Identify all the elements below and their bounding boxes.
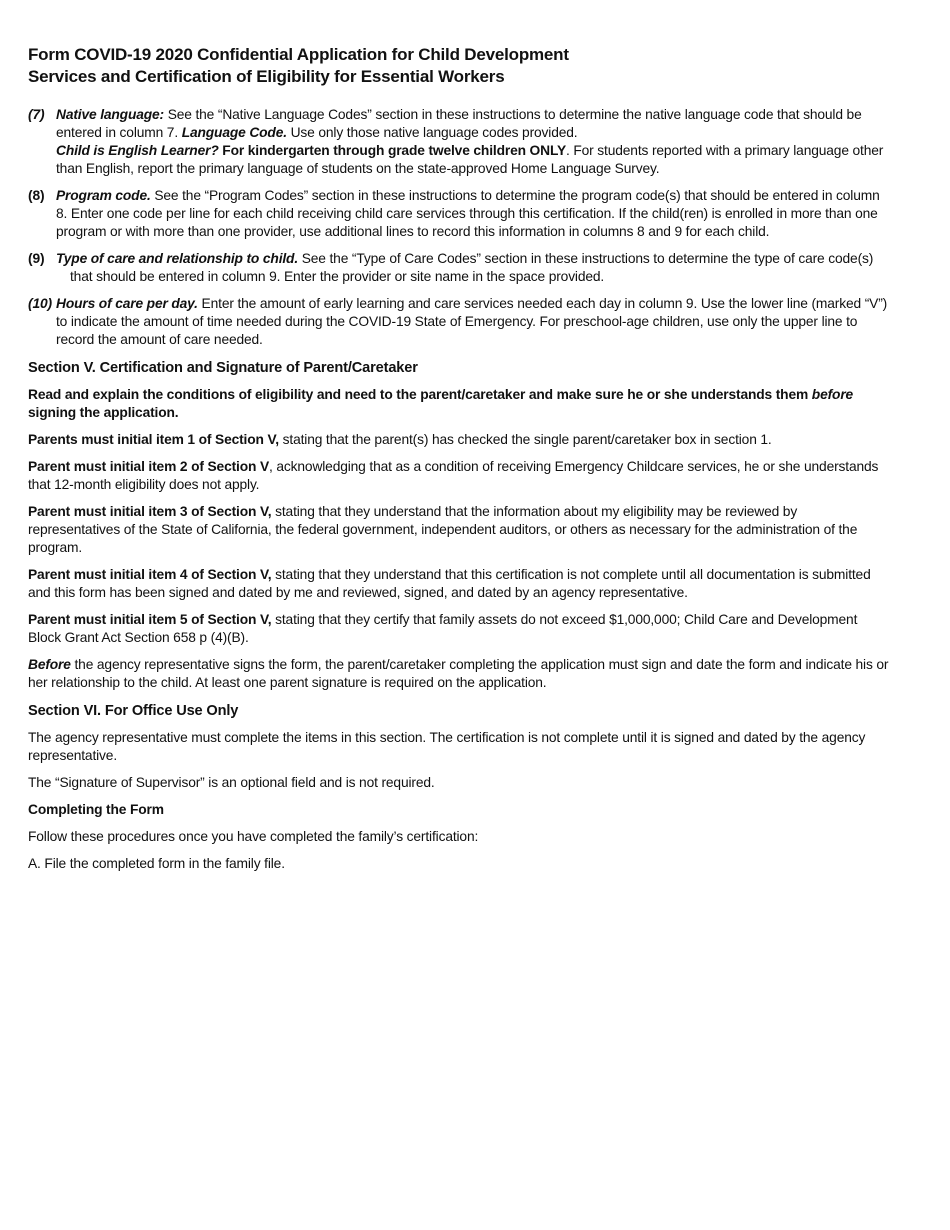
- item-body: [56, 250, 890, 286]
- item-text-2: Use only those native language codes provided.: [286, 125, 578, 140]
- item-number: (8): [28, 188, 45, 203]
- paragraph-lead: Before: [28, 657, 71, 672]
- item-text: See the “Native Language Codes” section in these instructions to determine the native language code that should be entered in column 7.: [56, 107, 862, 140]
- intro-text-b: before: [811, 387, 854, 402]
- section-vi-paragraph-4: A. File the completed form in the family file.: [28, 856, 285, 871]
- intro-text-c: signing the application.: [28, 405, 179, 420]
- page-title: [28, 44, 890, 88]
- paragraph-text: , acknowledging that as a condition of receiving Emergency Childcare services, he or she understands that 12-month eligibility does not apply.: [28, 459, 879, 492]
- item-label: Hours of care per day.: [56, 296, 198, 311]
- document-page: [28, 44, 890, 882]
- section-v-paragraph-4: [28, 566, 890, 602]
- item-sub-bold: For kindergarten through grade twelve children ONLY: [218, 143, 567, 158]
- item-sub-label: Child is English Learner?: [56, 143, 219, 158]
- item-number: (7): [28, 107, 45, 122]
- section-vi-heading: Section VI. For Office Use Only: [28, 703, 239, 719]
- item-sub-text: . For students reported with a primary language other than English, report the primary language of students on the state-approved Home Language Survey.: [56, 143, 884, 176]
- item-body: [56, 187, 890, 241]
- item-text: See the “Program Codes” section in these instructions to determine the program code(s) that should be entered in column 8. Enter one code per line for each child receiving child care services through this certification. If the child(ren) is enrolled in more than one program or with more than one provider, use additional lines to record this information in columns 8 and 9 for each child.: [56, 188, 880, 239]
- item-label-2: Language Code.: [181, 125, 287, 140]
- item-text: Enter the amount of early learning and care services needed each day in column 9. Use the lower line (marked “V”) to indicate the amount of time needed during the COVID-19 State of Emergency. For preschool-age children, use only the upper line to record the amount of care needed.: [56, 296, 888, 347]
- paragraph-lead: Parent must initial item 3 of Section V,: [28, 504, 272, 519]
- paragraph-text: stating that they certify that family assets do not exceed $1,000,000; Child Care and Development Block Grant Act Section 658 p (4)(B).: [28, 612, 858, 645]
- section-v-paragraph-3: [28, 503, 890, 557]
- instruction-item-10: [28, 295, 890, 349]
- paragraph-lead: Parents must initial item 1 of Section V,: [28, 432, 279, 447]
- section-v-paragraph-2: [28, 458, 890, 494]
- item-label: Native language:: [56, 107, 165, 122]
- paragraph-lead: Parent must initial item 5 of Section V,: [28, 612, 272, 627]
- item-number: (10): [28, 296, 52, 311]
- item-label: Program code.: [56, 188, 151, 203]
- section-vi-paragraph-3: Follow these procedures once you have completed the family’s certification:: [28, 829, 479, 844]
- item-sub-body: [56, 142, 890, 178]
- title-line-2: Services and Certification of Eligibility for Essential Workers: [28, 67, 505, 86]
- section-vi-paragraph-2: The “Signature of Supervisor” is an optional field and is not required.: [28, 775, 435, 790]
- paragraph-lead: Parent must initial item 2 of Section V: [28, 459, 270, 474]
- paragraph-text: stating that they understand that this certification is not complete until all documentation is submitted and this form has been signed and dated by me and reviewed, signed, and dated by an agency representative.: [28, 567, 871, 600]
- item-number: (9): [28, 251, 45, 266]
- section-v-heading: Section V. Certification and Signature of Parent/Caretaker: [28, 360, 418, 376]
- section-v-intro: [28, 386, 890, 422]
- section-v-paragraph-1: [28, 431, 890, 449]
- title-line-1: Form COVID-19 2020 Confidential Application for Child Development: [28, 45, 569, 64]
- instruction-item-8: [28, 187, 890, 241]
- item-body: [56, 295, 890, 349]
- item-body: [56, 106, 890, 142]
- intro-text-a: Read and explain the conditions of eligibility and need to the parent/caretaker and make sure he or she understands them: [28, 387, 812, 402]
- section-vi-paragraph-1: The agency representative must complete the items in this section. The certification is not complete until it is signed and dated by the agency representative.: [28, 730, 866, 763]
- completing-form-subheading: Completing the Form: [28, 802, 164, 817]
- instruction-item-7: [28, 106, 890, 178]
- item-label: Type of care and relationship to child.: [56, 251, 299, 266]
- paragraph-text: the agency representative signs the form, the parent/caretaker completing the application must sign and date the form and indicate his or her relationship to the child. At least one parent signature is required on the application.: [28, 657, 889, 690]
- item-text: See the “Type of Care Codes” section in these instructions to determine the type of care code(s) that should be entered in column 9. Enter the provider or site name in the space provided.: [70, 251, 874, 284]
- section-v-paragraph-6: [28, 656, 890, 692]
- instruction-item-9: [28, 250, 890, 286]
- paragraph-lead: Parent must initial item 4 of Section V,: [28, 567, 272, 582]
- paragraph-text: stating that they understand that the information about my eligibility may be reviewed by representatives of the State of California, the federal government, independent auditors, or others as necessary for the administration of the program.: [28, 504, 858, 555]
- section-v-paragraph-5: [28, 611, 890, 647]
- paragraph-text: stating that the parent(s) has checked the single parent/caretaker box in section 1.: [278, 432, 772, 447]
